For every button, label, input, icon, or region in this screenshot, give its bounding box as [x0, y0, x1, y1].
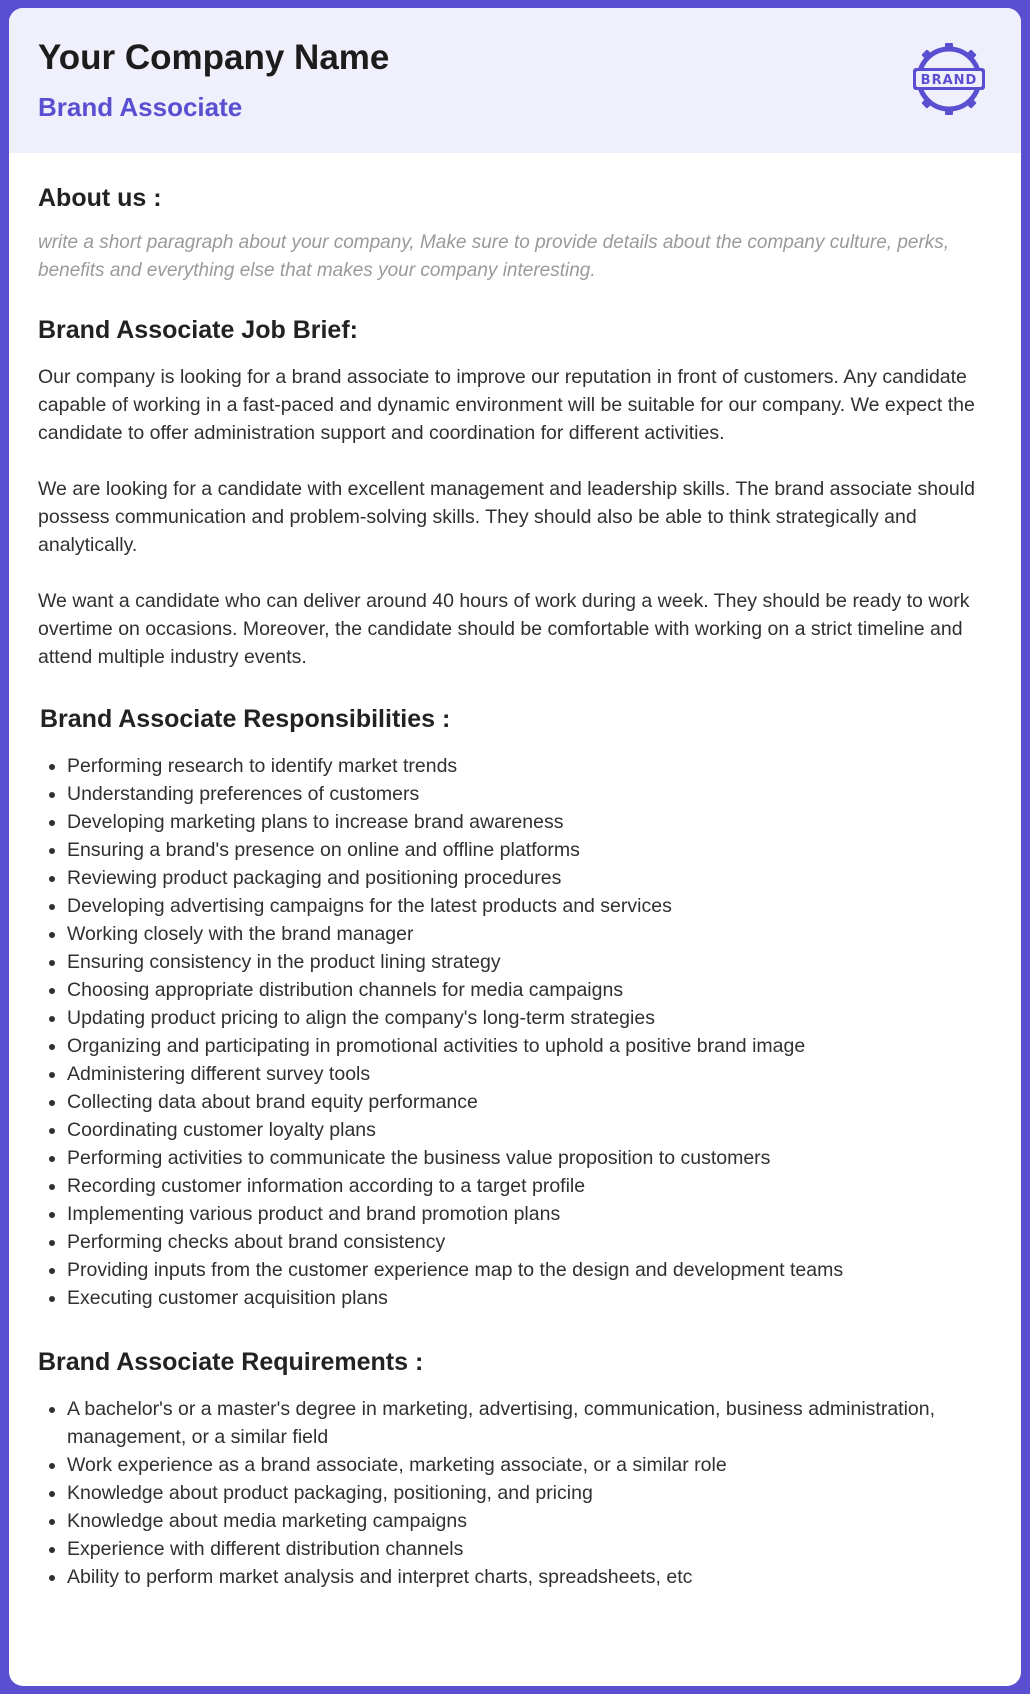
responsibilities-list: [38, 752, 985, 1312]
about-heading: About us :: [38, 184, 162, 212]
list-item: • Organizing and participating in promotional activities to uphold a positive brand image: [67, 1032, 985, 1060]
job-brief-paragraph: We are looking for a candidate with excellent management and leadership skills. The brand associate should possess communication and problem-solving skills. They should also be able to think strategically and analytically.: [38, 478, 975, 556]
brand-logo-text: BRAND: [920, 73, 978, 88]
list-item: • Understanding preferences of customers: [67, 780, 985, 808]
list-item: • Experience with different distribution channels: [67, 1535, 985, 1563]
list-item: • Knowledge about product packaging, positioning, and pricing: [67, 1479, 985, 1507]
list-item: • Updating product pricing to align the company's long-term strategies: [67, 1004, 985, 1032]
job-brief-heading: Brand Associate Job Brief:: [38, 316, 358, 344]
list-item: • Ensuring a brand's presence on online and offline platforms: [67, 836, 985, 864]
list-item: • Developing advertising campaigns for the latest products and services: [67, 892, 985, 920]
list-item: • Work experience as a brand associate, marketing associate, or a similar role: [67, 1451, 985, 1479]
list-item: • Reviewing product packaging and positioning procedures: [67, 864, 985, 892]
list-item: • Performing activities to communicate the business value proposition to customers: [67, 1144, 985, 1172]
list-item: • Administering different survey tools: [67, 1060, 985, 1088]
company-name: Your Company Name: [38, 38, 390, 77]
requirements-heading: Brand Associate Requirements :: [38, 1348, 424, 1376]
list-item: • Choosing appropriate distribution channels for media campaigns: [67, 976, 985, 1004]
responsibilities-heading: Brand Associate Responsibilities :: [40, 705, 451, 733]
header: [9, 8, 1021, 153]
list-item: • Ability to perform market analysis and interpret charts, spreadsheets, etc: [67, 1563, 985, 1591]
list-item: • Collecting data about brand equity performance: [67, 1088, 985, 1116]
list-item: • Recording customer information according to a target profile: [67, 1172, 985, 1200]
brand-logo: [911, 41, 987, 117]
list-item: • Implementing various product and brand promotion plans: [67, 1200, 985, 1228]
about-text: write a short paragraph about your company, Make sure to provide details about the company culture, perks, benefits and everything else that makes your company interesting.: [38, 232, 950, 281]
job-description-card: [9, 8, 1021, 1686]
list-item: • Working closely with the brand manager: [67, 920, 985, 948]
content: [9, 153, 1021, 1591]
job-brief-paragraph: We want a candidate who can deliver around 40 hours of work during a week. They should be ready to work overtime on occasions. Moreover, the candidate should be comfortable with working on a strict timeline and attend multiple industry events.: [38, 590, 970, 668]
job-brief-paragraph: Our company is looking for a brand associate to improve our reputation in front of customers. Any candidate capable of working in a fast-paced and dynamic environment will be suitable for our company. We expect the candidate to offer administration support and coordination for different activities.: [38, 366, 975, 444]
list-item: • Coordinating customer loyalty plans: [67, 1116, 985, 1144]
list-item: • Knowledge about media marketing campaigns: [67, 1507, 985, 1535]
job-title: Brand Associate: [38, 92, 243, 122]
list-item: • Performing checks about brand consistency: [67, 1228, 985, 1256]
list-item: • Performing research to identify market trends: [67, 752, 985, 780]
list-item: • Ensuring consistency in the product lining strategy: [67, 948, 985, 976]
list-item: • Providing inputs from the customer experience map to the design and development teams: [67, 1256, 985, 1284]
list-item: • Executing customer acquisition plans: [67, 1284, 985, 1312]
list-item: • Developing marketing plans to increase brand awareness: [67, 808, 985, 836]
list-item: • A bachelor's or a master's degree in marketing, advertising, communication, business administration, management, or a similar field: [67, 1395, 985, 1451]
requirements-list: [38, 1395, 985, 1591]
